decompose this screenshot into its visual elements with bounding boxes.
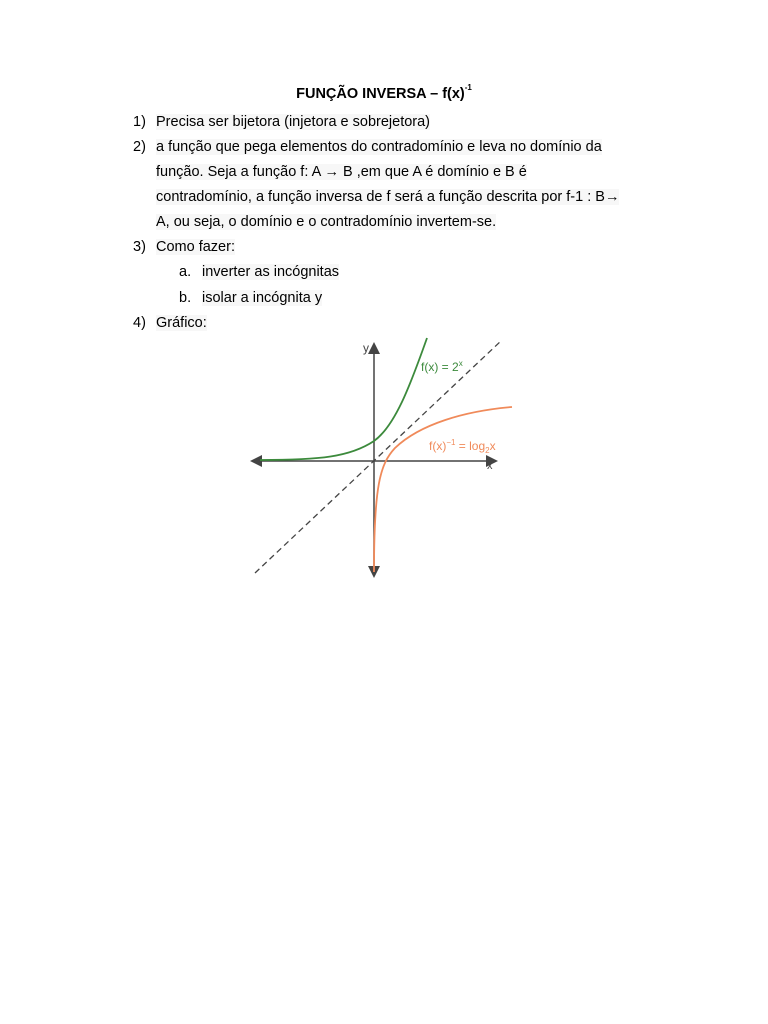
sub-number: a. bbox=[179, 264, 192, 280]
sub-text: inverter as incógnitas bbox=[202, 264, 340, 280]
x-axis-label: x bbox=[487, 460, 493, 472]
exponential-label: $f(x) = 2^x$ bbox=[421, 359, 463, 374]
sub-text: isolar a incógnita y bbox=[202, 290, 323, 306]
page-title bbox=[0, 85, 768, 103]
logarithm-curve bbox=[374, 407, 512, 572]
list-number: 3) bbox=[133, 239, 146, 255]
logarithm-label: $f(x)^{-1} = \log_2x$ bbox=[429, 438, 496, 455]
identity-line bbox=[255, 340, 502, 573]
list-number: 2) bbox=[133, 139, 146, 155]
list-number: 4) bbox=[133, 315, 146, 331]
title-superscript: -1 bbox=[464, 83, 472, 93]
list-text: Precisa ser bijetora (injetora e sobrejetora) bbox=[156, 114, 431, 130]
list-text: Gráfico: bbox=[156, 315, 207, 331]
list-text-line-1: a função que pega elementos do contradomínio e leva no domínio da bbox=[156, 139, 602, 155]
y-axis-label: y bbox=[363, 341, 369, 355]
list-number: 1) bbox=[133, 114, 146, 130]
sub-number: b. bbox=[179, 290, 192, 306]
list-text-line-3: contradomínio, a função inversa de f será a função descrita por f-1 : B→ bbox=[156, 189, 620, 205]
list-text: Como fazer: bbox=[156, 239, 235, 255]
title-text: FUNÇÃO INVERSA – f(x) bbox=[296, 86, 465, 102]
list-text-line-4: A, ou seja, o domínio e o contradomínio invertem-se. bbox=[156, 214, 497, 230]
inverse-function-graph bbox=[250, 336, 520, 581]
list-text-line-2: função. Seja a função f: A → B ,em que A é domínio e B é bbox=[156, 164, 527, 180]
